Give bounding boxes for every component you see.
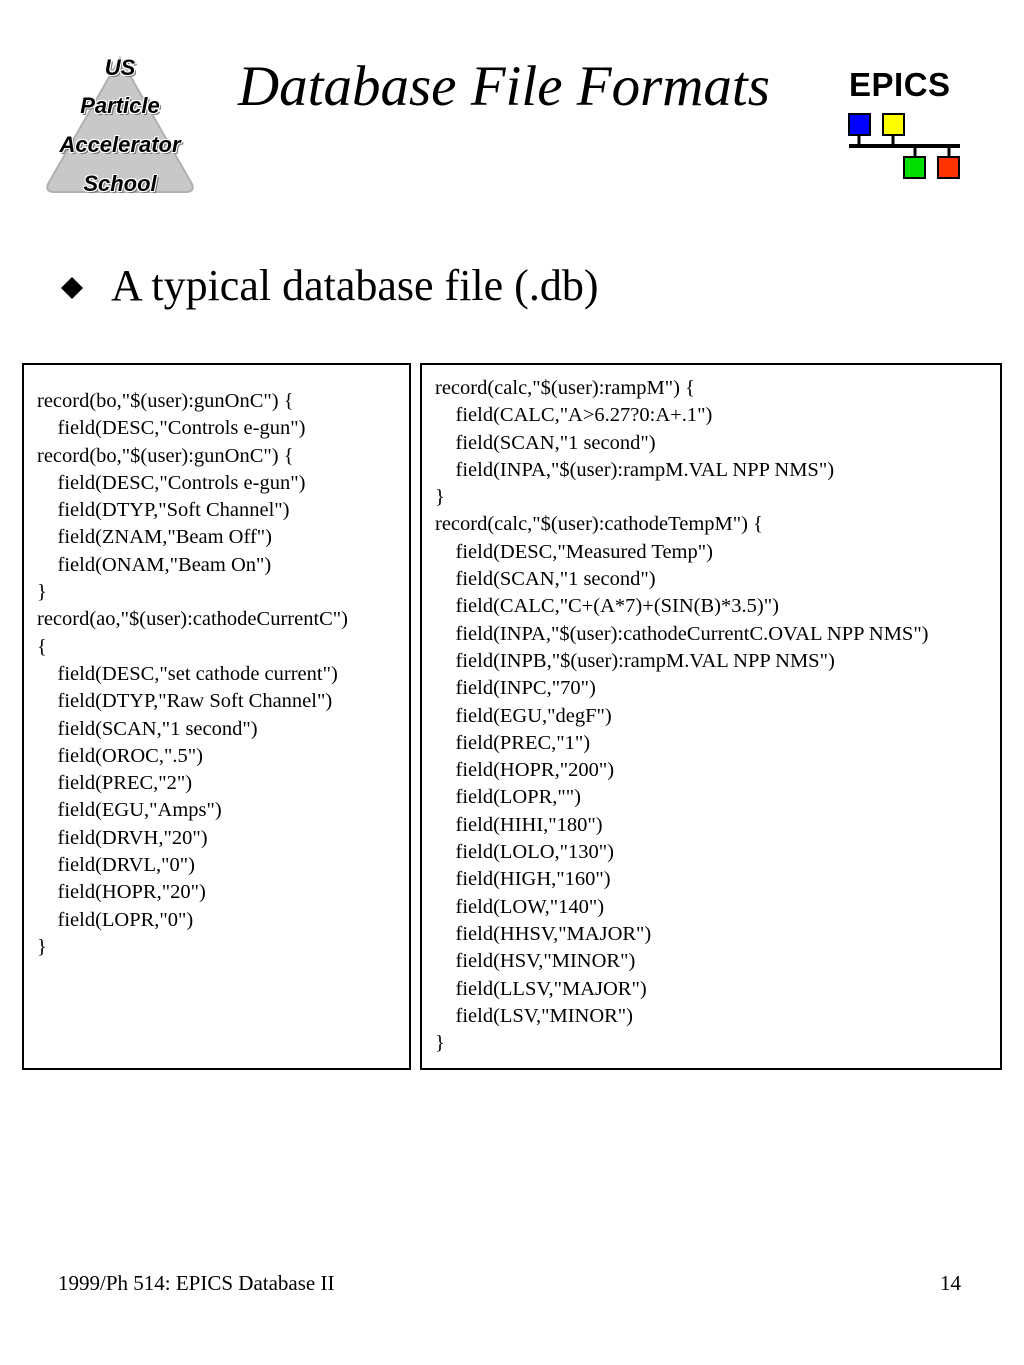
code-right-line: field(PREC,"1") — [435, 731, 591, 754]
code-left-line: field(EGU,"Amps") — [37, 799, 222, 822]
code-right-line: field(INPC,"70") — [435, 677, 596, 700]
code-left-line: { — [37, 635, 47, 658]
code-left-line: field(DTYP,"Soft Channel") — [37, 499, 290, 522]
code-left-line: field(OROC,".5") — [37, 744, 203, 767]
code-right-line: field(INPA,"$(user):cathodeCurrentC.OVAL NPP NMS") — [435, 622, 929, 645]
diamond-bullet-icon — [60, 276, 84, 300]
code-box-left — [22, 363, 411, 1070]
code-right-line: field(INPA,"$(user):rampM.VAL NPP NMS") — [435, 458, 835, 481]
page-number: 14 — [940, 1271, 961, 1295]
code-right-line: field(DESC,"Measured Temp") — [435, 540, 713, 563]
code-left-line: field(PREC,"2") — [37, 772, 193, 795]
code-right-line: field(HIHI,"180") — [435, 813, 603, 836]
code-left-line: } — [37, 581, 47, 604]
code-left-line: record(bo,"$(user):gunOnC") { — [37, 390, 294, 412]
uspas-logo — [40, 52, 200, 202]
bullet-heading: A typical database file (.db) — [111, 261, 599, 310]
code-right-line: field(CALC,"A>6.27?0:A+.1") — [435, 404, 713, 427]
logo-line-accelerator: Accelerator — [59, 132, 181, 157]
code-right-line: field(EGU,"degF") — [435, 704, 612, 727]
code-left-line: } — [37, 935, 47, 958]
code-left-line: record(ao,"$(user):cathodeCurrentC") — [37, 608, 349, 631]
code-right-line: } — [435, 1032, 445, 1055]
code-right-line: } — [435, 486, 445, 509]
code-right-line: field(LOLO,"130") — [435, 841, 614, 864]
code-left-line: field(HOPR,"20") — [37, 881, 206, 904]
code-right-line: record(calc,"$(user):cathodeTempM") { — [435, 513, 763, 536]
epics-network-icon — [846, 110, 966, 184]
code-right-line: field(INPB,"$(user):rampM.VAL NPP NMS") — [435, 649, 835, 672]
logo-line-particle: Particle — [80, 93, 160, 118]
code-left-line: field(ONAM,"Beam On") — [37, 553, 272, 576]
code-right-line: field(LOW,"140") — [435, 895, 605, 918]
code-right-line: field(SCAN,"1 second") — [435, 568, 656, 591]
code-left-line: field(DESC,"set cathode current") — [37, 662, 338, 685]
code-right-line: field(LOPR,"") — [435, 786, 581, 809]
code-box-right — [420, 363, 1002, 1070]
code-right-line: field(HHSV,"MAJOR") — [435, 922, 652, 945]
code-right-line: field(HIGH,"160") — [435, 868, 611, 891]
code-right-line: field(CALC,"C+(A*7)+(SIN(B)*3.5)") — [435, 595, 779, 618]
code-left-line: field(SCAN,"1 second") — [37, 717, 258, 740]
footer-course: 1999/Ph 514: EPICS Database II — [58, 1271, 335, 1295]
epics-label: EPICS — [849, 66, 951, 103]
code-left-line: field(DTYP,"Raw Soft Channel") — [37, 690, 333, 713]
code-left-line: field(DRVH,"20") — [37, 826, 208, 849]
code-left-line: field(ZNAM,"Beam Off") — [37, 526, 272, 549]
code-right-line: field(SCAN,"1 second") — [435, 431, 656, 454]
code-right-line: field(HSV,"MINOR") — [435, 950, 636, 973]
slide-title: Database File Formats — [238, 55, 770, 118]
code-left-line: field(DESC,"Controls e-gun") — [37, 417, 306, 440]
code-right-line: field(LSV,"MINOR") — [435, 1004, 634, 1027]
code-left-line: field(DESC,"Controls e-gun") — [37, 471, 306, 494]
logo-line-school: School — [83, 171, 157, 196]
code-right-line: record(calc,"$(user):rampM") { — [435, 377, 695, 399]
code-right-line: field(HOPR,"200") — [435, 759, 615, 782]
code-left-line: field(DRVL,"0") — [37, 854, 195, 877]
code-right-line: field(LLSV,"MAJOR") — [435, 977, 647, 1000]
epics-network-logo — [846, 110, 966, 184]
code-left-line: record(bo,"$(user):gunOnC") { — [37, 444, 294, 467]
code-left-line: field(LOPR,"0") — [37, 908, 194, 931]
logo-line-us: US — [104, 55, 136, 80]
